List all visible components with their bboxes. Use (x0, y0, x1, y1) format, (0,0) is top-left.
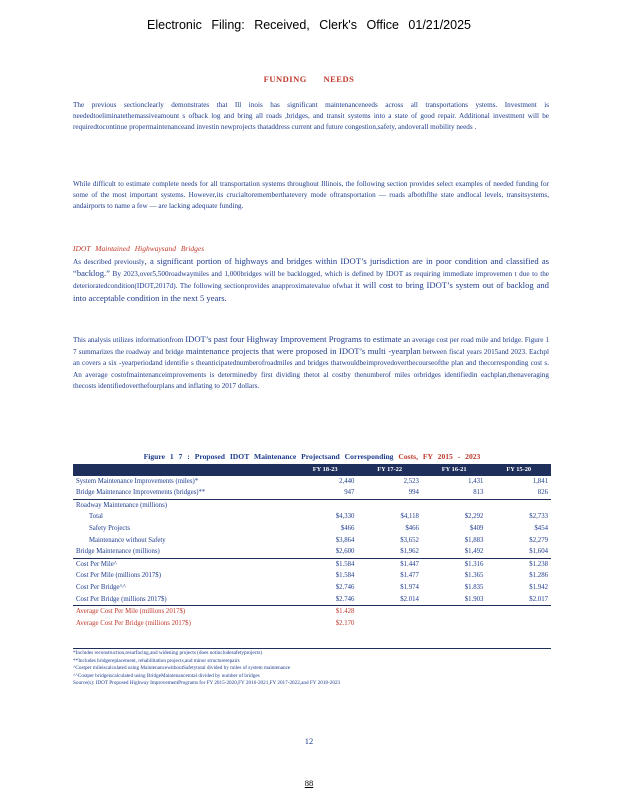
row-label: Cost Per Mile^ (73, 558, 293, 570)
table-header-cell: FY 17-22 (357, 464, 422, 476)
row-label: System Maintenance Improvements (miles)* (76, 477, 199, 485)
paragraph-1: The previous sectionclearly demonstrates that Ill inois has significant maintenanceneeds across all transportations ystems. Investment is neededtoeliminatethemassiveamount s ofback log and bring all roads ,bridges, and transit systems into a state of good repair. Additional investment will be requiredtocontinue propermaintenanceand investin newprojects thataddress current and future congestion,safety, andoverall mobility needs . (73, 101, 549, 132)
figure-title-main: Figure 1 7 : Proposed IDOT Maintenance Projectsand Corresponding (143, 452, 394, 461)
row-label: Cost Per Bridge (millions 2017$) (76, 595, 167, 603)
table-cell: $1.238 (486, 558, 551, 570)
footnote: ^Costper mileiscalculated using MaintenancewithoutSafetytotal divided by miles of system maintenance (73, 665, 291, 672)
table-cell: $2,600 (335, 548, 355, 556)
table-cell (357, 618, 422, 630)
figure-title (73, 452, 551, 461)
row-label: Cost Per Mile (millions 2017$) (76, 572, 161, 580)
table-cell: $2.746 (335, 583, 355, 591)
table-cell: $1.286 (529, 572, 548, 580)
source-note: Source(s): IDOT Proposed Highway ImprovementPrograms for FY 2015-2020,FY 2016-2021,FY 2017-2022,and FY 2018-2023 (73, 680, 341, 687)
table-row (73, 558, 551, 570)
row-label: Roadway Maintenance (millions) (73, 499, 293, 511)
table-cell: $1.835 (464, 583, 484, 591)
paragraph-3-part-c: By 2023,over5,500roadwaymiles and 1,000bridges will be backlogged, which is defined by IDOT as requiring immediate improvemen t due to the deterioratedcondition(IDOT,2017d). The following sectionprovides anapproximatevalue ofwhat (73, 270, 549, 291)
footnote: *Includes reconstruction,resurfacing,and widening projects (does notincludesafetyprojects) (73, 650, 263, 656)
figure-title-range: Costs, FY 2015 - 2023 (398, 452, 481, 461)
table-cell (422, 499, 487, 511)
table-cell: $409 (469, 524, 484, 532)
table-cell: 1,431 (468, 477, 484, 485)
table-cell: $1.942 (529, 583, 548, 591)
footnote: **Includes bridgereplacement, rehabilitation projects,and minor structurerepairs (73, 657, 240, 664)
table-cell (357, 606, 422, 618)
table-cell (486, 606, 551, 618)
table-row (73, 618, 551, 630)
table-cell: $1.584 (293, 558, 358, 570)
table-row (73, 546, 551, 558)
paragraph-4-part-a: This analysis utilizes informationfrom (73, 336, 186, 344)
paragraph-3-part-a: As described previously (73, 258, 145, 266)
table-cell (293, 499, 358, 511)
page-number: 12 (304, 736, 314, 746)
table-row (73, 523, 551, 535)
table-row (73, 594, 551, 606)
row-label: Safety Projects (89, 524, 130, 532)
table-row (73, 606, 551, 618)
paragraph-3-part-b: , a significant portion of highways and bridges within IDOT’s jurisdiction are in poor condition and classified as “backlog.” (73, 256, 549, 279)
table-cell: 2,440 (339, 477, 355, 485)
maintenance-cost-table (73, 464, 551, 629)
table-cell: 813 (473, 489, 484, 497)
table-cell: $2.017 (529, 595, 548, 603)
row-label: Total (89, 513, 103, 521)
table-cell: 1,841 (532, 477, 548, 485)
row-label: Maintenance without Safety (89, 536, 166, 544)
table-footnotes (73, 648, 551, 688)
paragraph-3-part-d: it will cost to bring IDOT’s system out of backlog and into acceptable condition in the next 5 years. (73, 280, 549, 303)
paragraph-3 (73, 256, 549, 305)
table-cell: $1.447 (357, 558, 422, 570)
filing-header: Electronic Filing: Received, Clerk's Office 01/21/2025 (147, 18, 471, 32)
table-cell: 2,523 (403, 477, 419, 485)
table-cell: $1.477 (400, 572, 419, 580)
table-row (73, 499, 551, 511)
table-cell: $466 (405, 524, 419, 532)
table-cell (486, 499, 551, 511)
table-cell: $466 (340, 524, 355, 532)
table-cell: $454 (534, 524, 548, 532)
table-cell: $2,292 (464, 513, 484, 521)
paragraph-4 (73, 334, 549, 392)
table-cell: $1,962 (400, 548, 419, 556)
table-cell (357, 499, 422, 511)
table-header-row (73, 464, 551, 476)
table-row (73, 582, 551, 594)
table-header-cell: FY 18-23 (293, 464, 358, 476)
table-cell: $2.014 (400, 595, 419, 603)
table-cell: 947 (344, 489, 355, 497)
table-cell: $1.428 (293, 606, 358, 618)
filing-page-number: 88 (304, 778, 314, 788)
table-row (73, 570, 551, 582)
row-label: Average Cost Per Mile (millions 2017$) (73, 606, 293, 618)
table-cell: $1.365 (464, 572, 484, 580)
paragraph-4-part-b: IDOT’s past four Highway Improvement Programs to estimate (185, 334, 402, 344)
table-row (73, 476, 551, 488)
table-cell: $4,118 (400, 513, 419, 521)
row-label: Bridge Maintenance (millions) (76, 548, 160, 556)
table-cell: $3,864 (335, 536, 355, 544)
table-cell: $1.584 (335, 572, 355, 580)
paragraph-4-part-c: an average cost per road mile and bridge. Figure 1 7 summarizes the roadway and bridge (73, 336, 549, 357)
table-row (73, 535, 551, 547)
table-cell: $1,492 (464, 548, 484, 556)
table-header-blank (73, 464, 293, 476)
table-cell (486, 618, 551, 630)
table-cell: $4,330 (335, 513, 355, 521)
row-label: Cost Per Bridge^^ (76, 583, 126, 591)
paragraph-2: While difficult to estimate complete needs for all transportation systems throughout Illinois, the following section provides select examples of needed funding for some of the most important systems. However,its crucialtorememberthatevery mode oftransportation — roads afbothflhe state andlocal levels, transitsystems, andairports to name a few — are lacking adequate funding. (73, 180, 549, 211)
table-header-cell: FY 16-21 (422, 464, 487, 476)
table-cell (422, 618, 487, 630)
footnote: ^^Costper bridgeiscalculated using BridgeMaintenancetotal divided by number of bridges (73, 672, 260, 679)
row-label: Bridge Maintenance Improvements (bridges)** (76, 489, 206, 497)
table-cell: $2.170 (335, 619, 355, 627)
paragraph-4-part-e: between fiscal years 2015and 2023. Eachpl an covers a six -yearperiodand identifie s theanticipatednumberofroadmiles and bridges thatwouldbeimprovedoverthecourseofthe plan and thecorresponding cost s. An average costofmaintenanceimprovements is determinedby first dividing thetot al costby thenumberof miles orbridges identifiedin eachplan,thenaveraging thecosts identifiedoverthefourplans and inflating to 2017 dollars. (73, 348, 549, 390)
table-row (73, 487, 551, 499)
table-row (73, 511, 551, 523)
table-header-cell: FY 15-20 (486, 464, 551, 476)
table-cell (422, 606, 487, 618)
table-cell: $2.746 (335, 595, 355, 603)
table-cell: 826 (537, 489, 548, 497)
paragraph-4-part-d: maintenance projects that were proposed in IDOT’s multi -yearplan (185, 346, 421, 357)
table-cell: $1.974 (400, 583, 419, 591)
subheading: IDOT Maintained Highwaysand Bridges (73, 244, 205, 253)
table-cell: $1,604 (529, 548, 548, 556)
section-heading: FUNDING NEEDS (263, 74, 355, 84)
table-cell: $2,279 (529, 536, 548, 544)
table-cell: $1.316 (422, 558, 487, 570)
row-label: Average Cost Per Bridge (millions 2017$) (76, 619, 191, 627)
table-cell: $2,733 (529, 513, 548, 521)
table-cell: $3,652 (400, 536, 419, 544)
table-cell: $1,883 (464, 536, 484, 544)
table-cell: 994 (408, 489, 419, 497)
table-cell: $1.903 (464, 595, 484, 603)
